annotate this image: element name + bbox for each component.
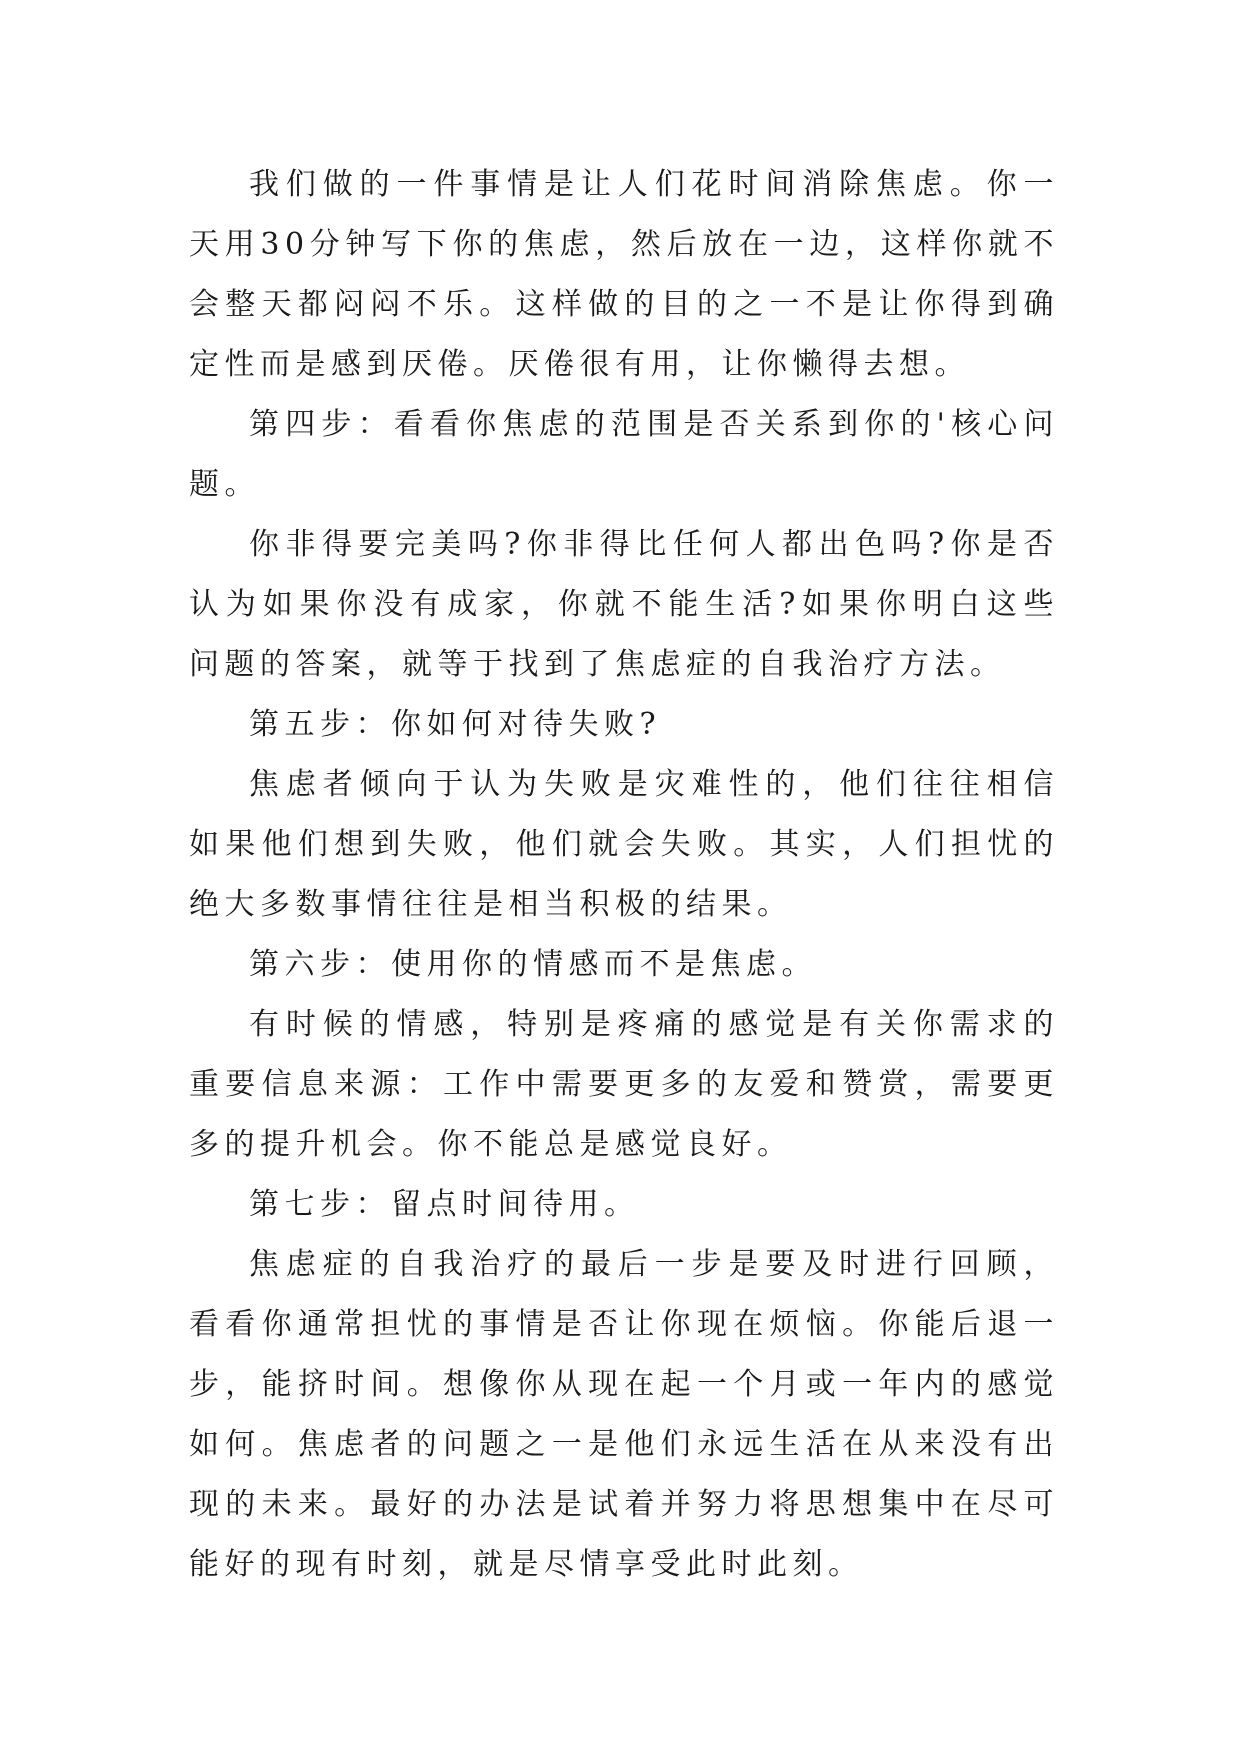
- paragraph-1: 我们做的一件事情是让人们花时间消除焦虑。你一天用30分钟写下你的焦虑，然后放在一边，这样你就不会整天都闷闷不乐。这样做的目的之一不是让你得到确定性而是感到厌倦。厌倦很有用，让你懒得去想。: [189, 167, 1059, 382]
- step-seven-heading: 第七步：留点时间待用。: [249, 1187, 640, 1222]
- document-body: [189, 155, 1059, 1595]
- paragraph-5: 焦虑症的自我治疗的最后一步是要及时进行回顾，看看你通常担忧的事情是否让你现在烦恼。你能后退一步，能挤时间。想像你从现在起一个月或一年内的感觉如何。焦虑者的问题之一是他们永远生活在从来没有出现的未来。最好的办法是试着并努力将思想集中在尽可能好的现有时刻，就是尽情享受此时此刻。: [189, 1247, 1059, 1582]
- paragraph-3: 焦虑者倾向于认为失败是灾难性的，他们往往相信如果他们想到失败，他们就会失败。其实，人们担忧的绝大多数事情往往是相当积极的结果。: [189, 767, 1059, 922]
- step-six-heading: 第六步：使用你的情感而不是焦虑。: [249, 947, 817, 982]
- step-five-heading: 第五步：你如何对待失败?: [249, 707, 662, 742]
- paragraph-2: 你非得要完美吗?你非得比任何人都出色吗?你是否认为如果你没有成家，你就不能生活?如果你明白这些问题的答案，就等于找到了焦虑症的自我治疗方法。: [189, 527, 1059, 682]
- step-four-heading: 第四步：看看你焦虑的范围是否关系到你的'核心问题。: [189, 407, 1059, 502]
- paragraph-4: 有时候的情感，特别是疼痛的感觉是有关你需求的重要信息来源：工作中需要更多的友爱和赞赏，需要更多的提升机会。你不能总是感觉良好。: [189, 1007, 1059, 1162]
